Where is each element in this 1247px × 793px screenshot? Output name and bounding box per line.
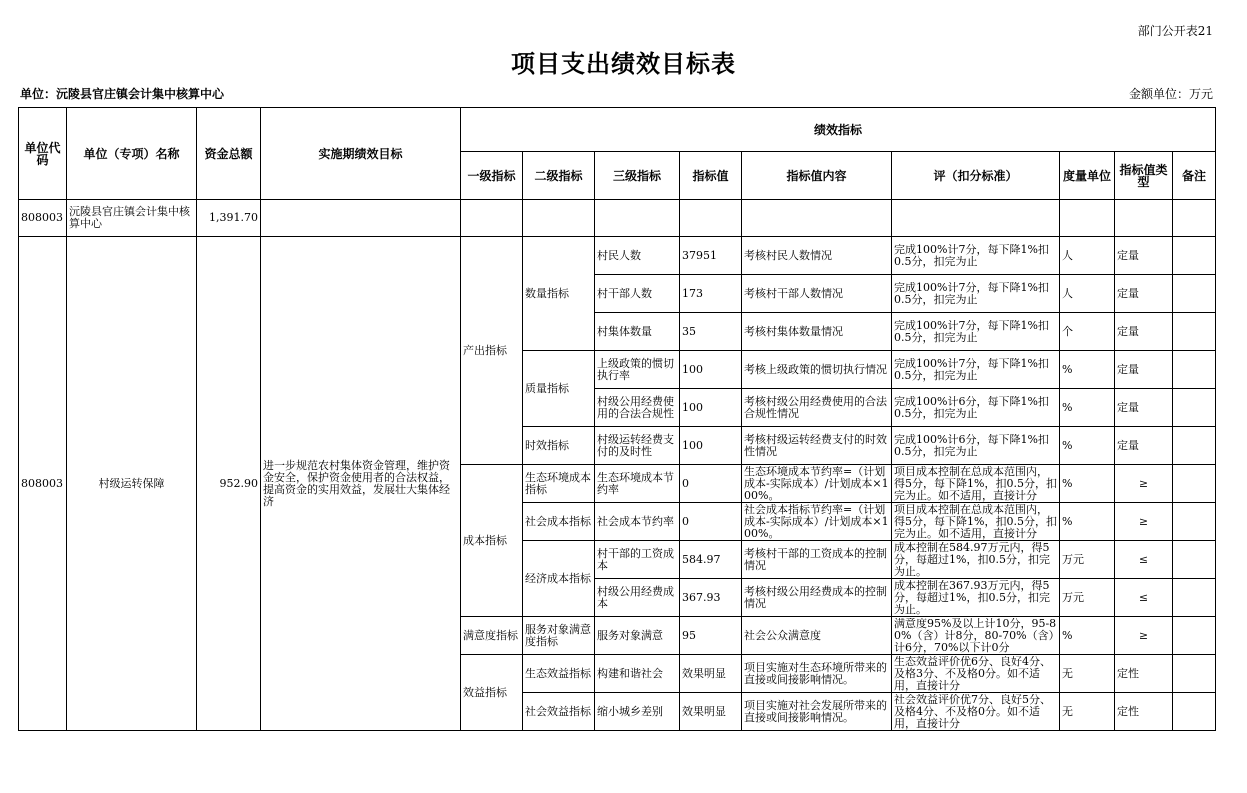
- amount-unit: 金额单位：万元: [1128, 87, 1213, 101]
- content: 生态环境成本节约率=（计划成本-实际成本）/计划成本×100%。: [742, 465, 892, 503]
- value: 100: [680, 389, 742, 427]
- note: [1173, 427, 1216, 465]
- unit: %: [1060, 465, 1115, 503]
- unit: 无: [1060, 693, 1115, 731]
- content: 考核村级公用经费成本的控制情况: [742, 579, 892, 617]
- note: [1173, 503, 1216, 541]
- summary-code: 808003: [19, 200, 67, 237]
- score: 完成100%计7分，每下降1%扣0.5分，扣完为止: [892, 313, 1060, 351]
- l3: 村级运转经费支付的及时性: [595, 427, 680, 465]
- l3: 村民人数: [595, 237, 680, 275]
- vtype: 定量: [1115, 427, 1173, 465]
- score: 完成100%计7分，每下降1%扣0.5分，扣完为止: [892, 237, 1060, 275]
- content: 考核村干部人数情况: [742, 275, 892, 313]
- l3: 村干部的工资成本: [595, 541, 680, 579]
- note: [1173, 389, 1216, 427]
- vtype: ≥: [1115, 503, 1173, 541]
- header-content: 指标值内容: [742, 152, 892, 200]
- note: [1173, 693, 1216, 731]
- level1-satisfaction: 满意度指标: [461, 617, 523, 655]
- project-total: 952.90: [197, 237, 261, 731]
- vtype: 定量: [1115, 237, 1173, 275]
- vtype: 定量: [1115, 275, 1173, 313]
- value: 95: [680, 617, 742, 655]
- vtype: ≥: [1115, 617, 1173, 655]
- score: 完成100%计7分，每下降1%扣0.5分，扣完为止: [892, 275, 1060, 313]
- unit: 人: [1060, 237, 1115, 275]
- vtype: 定量: [1115, 313, 1173, 351]
- score: 项目成本控制在总成本范围内，得5分，每下降1%，扣0.5分，扣完为止。如不适用，直接计分: [892, 503, 1060, 541]
- note: [1173, 351, 1216, 389]
- value: 584.97: [680, 541, 742, 579]
- header-level1: 一级指标: [461, 152, 523, 200]
- value: 0: [680, 465, 742, 503]
- header-value: 指标值: [680, 152, 742, 200]
- note: [1173, 541, 1216, 579]
- unit: %: [1060, 503, 1115, 541]
- l3: 上级政策的惯切执行率: [595, 351, 680, 389]
- note: [1173, 655, 1216, 693]
- content: 社会公众满意度: [742, 617, 892, 655]
- value: 0: [680, 503, 742, 541]
- vtype: 定性: [1115, 693, 1173, 731]
- score: 成本控制在584.97万元内，得5分，每超过1%，扣0.5分，扣完为止。: [892, 541, 1060, 579]
- content: 考核村干部的工资成本的控制情况: [742, 541, 892, 579]
- level2-quality: 质量指标: [523, 351, 595, 427]
- value: 100: [680, 427, 742, 465]
- page-title: 项目支出绩效目标表: [511, 50, 736, 78]
- level1-output: 产出指标: [461, 237, 523, 465]
- l3: 服务对象满意: [595, 617, 680, 655]
- summary-total: 1,391.70: [197, 200, 261, 237]
- unit: 个: [1060, 313, 1115, 351]
- score: 完成100%计6分，每下降1%扣0.5分，扣完为止: [892, 389, 1060, 427]
- content: 考核村集体数量情况: [742, 313, 892, 351]
- header-unit: 度量单位: [1060, 152, 1115, 200]
- l3: 村级公用经费成本: [595, 579, 680, 617]
- performance-table: [18, 107, 1216, 731]
- vtype: 定量: [1115, 389, 1173, 427]
- header-level3: 三级指标: [595, 152, 680, 200]
- vtype: ≤: [1115, 579, 1173, 617]
- level2-timeliness: 时效指标: [523, 427, 595, 465]
- header-code: 单位代码: [19, 108, 67, 200]
- score: 满意度95%及以上计10分，95-80%（含）计8分，80-70%（含）计6分，70%以下计0分: [892, 617, 1060, 655]
- content: 社会成本指标节约率=（计划成本-实际成本）/计划成本×100%。: [742, 503, 892, 541]
- content: 项目实施对社会发展所带来的直接或间接影响情况。: [742, 693, 892, 731]
- summary-row: [19, 200, 1216, 237]
- content: 考核村级公用经费使用的合法合规性情况: [742, 389, 892, 427]
- unit: %: [1060, 351, 1115, 389]
- level1-benefit: 效益指标: [461, 655, 523, 731]
- header-perf: 绩效指标: [461, 108, 1216, 152]
- project-code: 808003: [19, 237, 67, 731]
- unit: 万元: [1060, 541, 1115, 579]
- value: 效果明显: [680, 655, 742, 693]
- note: [1173, 579, 1216, 617]
- score: 项目成本控制在总成本范围内，得5分，每下降1%，扣0.5分，扣完为止。如不适用，直接计分: [892, 465, 1060, 503]
- value: 37951: [680, 237, 742, 275]
- unit: %: [1060, 427, 1115, 465]
- l3: 缩小城乡差别: [595, 693, 680, 731]
- l3: 村干部人数: [595, 275, 680, 313]
- vtype: ≤: [1115, 541, 1173, 579]
- level2-eco-benefit: 生态效益指标: [523, 655, 595, 693]
- project-goal: 进一步规范农村集体资金管理，维护资金安全，保护资金使用者的合法权益，提高资金的实用效益，发展壮大集体经济: [261, 237, 461, 731]
- unit-label: 单位：沅陵县官庄镇会计集中核算中心: [20, 87, 225, 101]
- unit: 万元: [1060, 579, 1115, 617]
- score: 社会效益评价优7分、良好5分、及格4分、不及格0分。如不适用，直接计分: [892, 693, 1060, 731]
- l3: 村集体数量: [595, 313, 680, 351]
- note: [1173, 237, 1216, 275]
- level2-service-satisfaction: 服务对象满意度指标: [523, 617, 595, 655]
- note: [1173, 313, 1216, 351]
- note: [1173, 465, 1216, 503]
- l3: 生态环境成本节约率: [595, 465, 680, 503]
- unit: %: [1060, 617, 1115, 655]
- unit: 无: [1060, 655, 1115, 693]
- form-number: 部门公开表21: [1137, 24, 1213, 38]
- score: 生态效益评价优6分、良好4分、及格3分、不及格0分。如不适用，直接计分: [892, 655, 1060, 693]
- table-row: [19, 237, 1216, 275]
- level1-cost: 成本指标: [461, 465, 523, 617]
- value: 效果明显: [680, 693, 742, 731]
- level2-social-cost: 社会成本指标: [523, 503, 595, 541]
- vtype: ≥: [1115, 465, 1173, 503]
- content: 项目实施对生态环境所带来的直接或间接影响情况。: [742, 655, 892, 693]
- header-name: 单位（专项）名称: [67, 108, 197, 200]
- header-goal: 实施期绩效目标: [261, 108, 461, 200]
- vtype: 定性: [1115, 655, 1173, 693]
- level2-econ-cost: 经济成本指标: [523, 541, 595, 617]
- value: 173: [680, 275, 742, 313]
- value: 367.93: [680, 579, 742, 617]
- note: [1173, 617, 1216, 655]
- level2-quantity: 数量指标: [523, 237, 595, 351]
- content: 考核村级运转经费支付的时效性情况: [742, 427, 892, 465]
- score: 完成100%计7分，每下降1%扣0.5分，扣完为止: [892, 351, 1060, 389]
- header-total: 资金总额: [197, 108, 261, 200]
- header-score: 评（扣分标准）: [892, 152, 1060, 200]
- project-name: 村级运转保障: [67, 237, 197, 731]
- summary-name: 沅陵县官庄镇会计集中核算中心: [67, 200, 197, 237]
- score: 成本控制在367.93万元内，得5分，每超过1%，扣0.5分，扣完为止。: [892, 579, 1060, 617]
- level2-eco-cost: 生态环境成本指标: [523, 465, 595, 503]
- content: 考核村民人数情况: [742, 237, 892, 275]
- note: [1173, 275, 1216, 313]
- level2-social-benefit: 社会效益指标: [523, 693, 595, 731]
- header-vtype: 指标值类型: [1115, 152, 1173, 200]
- header-note: 备注: [1173, 152, 1216, 200]
- vtype: 定量: [1115, 351, 1173, 389]
- value: 100: [680, 351, 742, 389]
- score: 完成100%计6分，每下降1%扣0.5分，扣完为止: [892, 427, 1060, 465]
- l3: 社会成本节约率: [595, 503, 680, 541]
- l3: 构建和谐社会: [595, 655, 680, 693]
- content: 考核上级政策的惯切执行情况: [742, 351, 892, 389]
- unit: %: [1060, 389, 1115, 427]
- value: 35: [680, 313, 742, 351]
- unit: 人: [1060, 275, 1115, 313]
- header-level2: 二级指标: [523, 152, 595, 200]
- l3: 村级公用经费使用的合法合规性: [595, 389, 680, 427]
